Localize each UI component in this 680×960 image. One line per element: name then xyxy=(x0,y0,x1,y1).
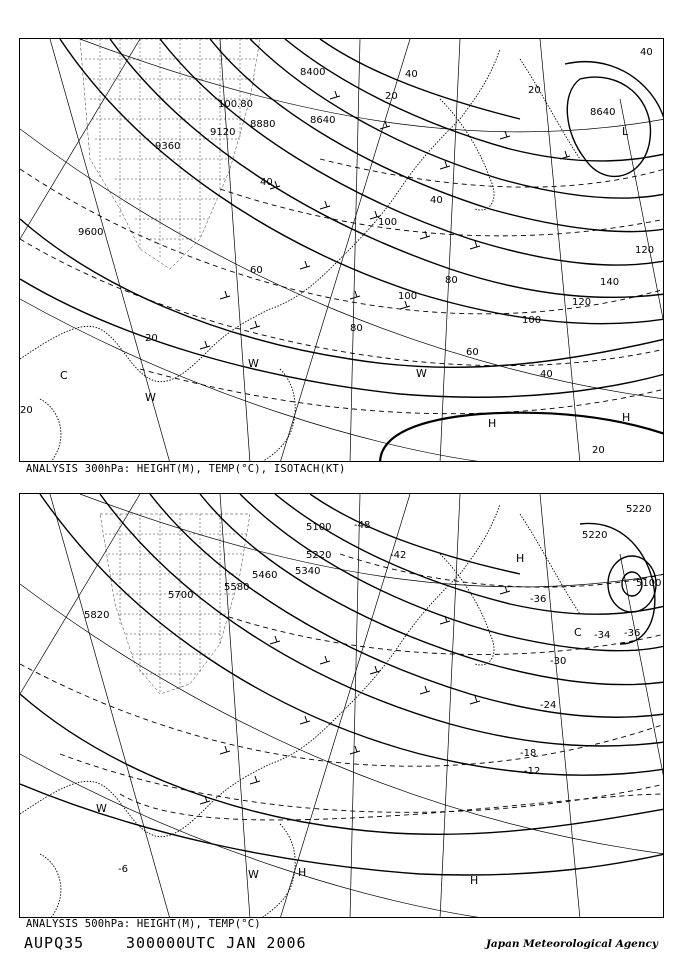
isotach-label: 20 xyxy=(145,333,158,344)
contour-labels xyxy=(84,504,661,887)
isotach-label: 40 xyxy=(640,47,653,58)
height-contours xyxy=(20,39,664,397)
warm-marker: W xyxy=(248,868,259,881)
isotherm-label: -48 xyxy=(354,520,371,531)
isotach-label: 40 xyxy=(540,369,553,380)
isotherm-label: -36 xyxy=(530,594,547,605)
isotherm-label: -42 xyxy=(390,550,407,561)
isotach-label: 60 xyxy=(250,265,263,276)
cold-marker: C xyxy=(60,369,68,382)
map-300hpa-drawing xyxy=(20,39,664,462)
height-label: 5580 xyxy=(224,582,250,593)
warm-marker: W xyxy=(416,367,427,380)
isotherm-label: -18 xyxy=(520,748,537,759)
height-label: 8880 xyxy=(250,119,276,130)
height-label: 5100 xyxy=(636,578,662,589)
panel-caption-500hpa: ANALYSIS 500hPa: HEIGHT(M), TEMP(°C) xyxy=(26,918,261,930)
isotherm-label: -30 xyxy=(550,656,567,667)
agency-name: Japan Meteorological Agency xyxy=(485,938,658,950)
isotach-label: 100 xyxy=(398,291,418,302)
height-label: 5820 xyxy=(84,610,110,621)
height-label: 8400 xyxy=(300,67,326,78)
height-label: 8640 xyxy=(590,107,616,118)
isotach-label: 120 xyxy=(572,297,592,308)
hatched-area xyxy=(80,39,260,269)
isotherm-label: -36 xyxy=(624,628,641,639)
isotach-label: 40 xyxy=(430,195,443,206)
height-contours xyxy=(20,494,664,875)
height-label: 5220 xyxy=(626,504,652,515)
height-label: 100.80 xyxy=(218,99,253,110)
isotach-label: 120 xyxy=(635,245,655,256)
isotach-label: 20 xyxy=(528,85,541,96)
warm-marker: W xyxy=(145,391,156,404)
height-label: 8640 xyxy=(310,115,336,126)
isotach-label: 40 xyxy=(260,177,273,188)
isotherm-label: -34 xyxy=(594,630,611,641)
isotach-label: 20 xyxy=(385,91,398,102)
isotach-label: 20 xyxy=(20,405,33,416)
graticule xyxy=(20,494,664,918)
low-marker: L xyxy=(622,125,629,138)
high-marker: H xyxy=(622,411,631,424)
coastline xyxy=(20,49,580,462)
isotherm-label: -24 xyxy=(540,700,557,711)
isotach-lines xyxy=(20,159,664,414)
isotach-label: 80 xyxy=(445,275,458,286)
warm-marker: W xyxy=(96,802,107,815)
product-code: AUPQ35 xyxy=(24,934,85,952)
map-500hpa-drawing xyxy=(20,494,664,918)
valid-time: 300000UTC JAN 2006 xyxy=(126,934,307,952)
isotherm-label: -6 xyxy=(118,864,128,875)
height-label: 5700 xyxy=(168,590,194,601)
isotherm-label: -12 xyxy=(524,766,541,777)
isotach-label: 100 xyxy=(522,315,542,326)
isotach-label: 60 xyxy=(466,347,479,358)
map-panel-500hpa xyxy=(19,493,664,918)
height-label: 9600 xyxy=(78,227,104,238)
height-label: 5340 xyxy=(295,566,321,577)
high-marker: H xyxy=(516,552,525,565)
map-panel-300hpa xyxy=(19,38,664,462)
height-label: 9120 xyxy=(210,127,236,138)
warm-marker: W xyxy=(248,357,259,370)
cold-marker: C xyxy=(574,626,582,639)
high-marker: H xyxy=(488,417,497,430)
high-marker: H xyxy=(470,874,479,887)
isotach-label: 40 xyxy=(405,69,418,80)
isotach-label: 80 xyxy=(350,323,363,334)
height-label: 5100 xyxy=(306,522,332,533)
isotach-label: 20 xyxy=(592,445,605,456)
isotach-label: 100 xyxy=(378,217,398,228)
height-label: 9360 xyxy=(155,141,181,152)
height-label: 5460 xyxy=(252,570,278,581)
height-label: 5220 xyxy=(306,550,332,561)
height-label: 5220 xyxy=(582,530,608,541)
panel-caption-300hpa: ANALYSIS 300hPa: HEIGHT(M), TEMP(°C), ISOTACH(KT) xyxy=(26,463,346,475)
isotach-label: 140 xyxy=(600,277,620,288)
high-marker: H xyxy=(298,866,307,879)
low-contour xyxy=(565,62,664,177)
